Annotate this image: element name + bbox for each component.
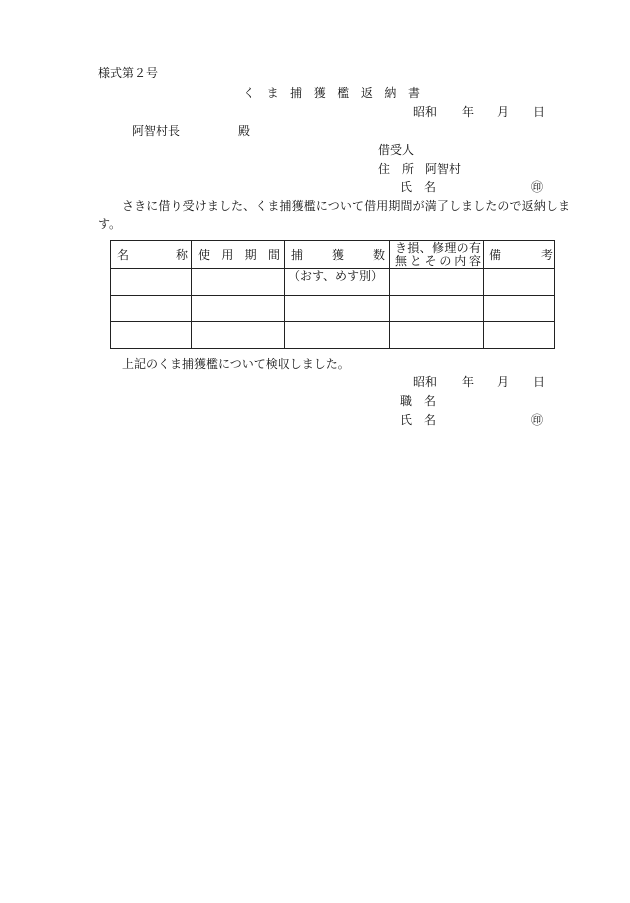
header-remarks-label <box>489 249 553 261</box>
return-date-month: 月 <box>497 105 510 119</box>
table-row <box>111 269 555 296</box>
table-header-row <box>111 241 555 269</box>
return-date-day: 日 <box>533 105 546 119</box>
header-damage-label-line2 <box>395 255 481 268</box>
form-number: 様式第２号 <box>98 66 159 80</box>
table-cell <box>390 322 484 349</box>
label-character: そ <box>424 253 437 268</box>
table-cell <box>192 296 285 322</box>
inspection-date-month: 月 <box>497 375 510 389</box>
label-character: 名 <box>117 247 130 262</box>
label-character: 、 <box>419 240 432 255</box>
label-character: 捕 <box>290 86 303 100</box>
label-character: と <box>409 253 422 268</box>
header-cell-count <box>285 241 390 269</box>
table-cell <box>192 269 285 296</box>
label-character: 名 <box>423 394 436 408</box>
table-cell <box>390 296 484 322</box>
inspection-date-day: 日 <box>533 375 546 389</box>
table-row <box>111 322 555 349</box>
label-character: 使 <box>198 247 211 262</box>
label-character: 理 <box>444 240 457 255</box>
label-character: の <box>439 253 452 268</box>
label-character: 納 <box>384 86 397 100</box>
count-note-cell <box>285 269 390 296</box>
header-name-label <box>117 249 188 261</box>
label-character: 名 <box>423 180 436 194</box>
table-cell <box>192 322 285 349</box>
label-character: 間 <box>267 247 280 262</box>
borrower-address-value: 阿智村 <box>425 162 462 176</box>
borrower-name-label <box>400 181 436 193</box>
inspection-date-year: 年 <box>462 375 475 389</box>
label-character: 有 <box>468 240 481 255</box>
label-character: 住 <box>378 162 391 176</box>
header-cell-remarks <box>484 241 555 269</box>
header-cell-period <box>192 241 285 269</box>
body-text: さきに借り受けました、くま捕獲檻について借用期間が満了しましたので返納します。 <box>98 199 570 231</box>
document-title <box>243 87 420 99</box>
label-character: 損 <box>407 240 420 255</box>
inspector-name-label <box>400 414 436 426</box>
borrower-address-label <box>378 163 414 175</box>
addressee-honorific: 殿 <box>238 124 251 138</box>
label-character: 獲 <box>313 86 326 100</box>
count-note: （おす、めす別） <box>288 269 384 283</box>
label-character: 無 <box>395 253 408 268</box>
label-character: く <box>243 86 256 100</box>
table-cell <box>285 296 390 322</box>
label-character: 所 <box>401 162 414 176</box>
return-table <box>110 240 555 349</box>
header-period-label <box>198 249 280 261</box>
table-cell <box>484 296 555 322</box>
label-character: 備 <box>489 247 502 262</box>
borrower-heading: 借受人 <box>378 143 415 157</box>
table-cell <box>111 296 192 322</box>
table-cell <box>390 269 484 296</box>
header-damage-label-line1 <box>395 242 481 255</box>
table-cell <box>484 269 555 296</box>
label-character: 職 <box>400 394 413 408</box>
table-cell <box>111 322 192 349</box>
label-character: 用 <box>221 247 234 262</box>
label-character: 修 <box>431 240 444 255</box>
label-character: 数 <box>372 247 385 262</box>
table-cell <box>484 322 555 349</box>
label-character: 考 <box>540 247 553 262</box>
table-cell <box>111 269 192 296</box>
inspection-date-era: 昭和 <box>413 375 438 389</box>
header-cell-name <box>111 241 192 269</box>
inspector-seal-mark: ㊞ <box>531 413 544 427</box>
label-character: 名 <box>423 413 436 427</box>
label-character: 檻 <box>337 86 350 100</box>
label-character: 容 <box>468 253 481 268</box>
label-character: 称 <box>175 247 188 262</box>
label-character: 捕 <box>291 247 304 262</box>
header-cell-damage <box>390 241 484 269</box>
label-character: 氏 <box>400 413 413 427</box>
label-character: ま <box>266 86 279 100</box>
label-character: 獲 <box>331 247 344 262</box>
label-character: 返 <box>360 86 373 100</box>
label-character: の <box>456 240 469 255</box>
label-character: き <box>395 240 408 255</box>
header-count-label <box>291 249 385 261</box>
inspection-text: 上記のくま捕獲檻について検収しました。 <box>122 357 350 371</box>
return-date-era: 昭和 <box>413 105 438 119</box>
label-character: 書 <box>407 86 420 100</box>
inspector-position-label <box>400 395 436 407</box>
return-date-year: 年 <box>462 105 475 119</box>
label-character: 内 <box>454 253 467 268</box>
label-character: 期 <box>244 247 257 262</box>
table-row <box>111 296 555 322</box>
addressee-name: 阿智村長 <box>132 124 181 138</box>
label-character: 氏 <box>400 180 413 194</box>
borrower-seal-mark: ㊞ <box>531 180 544 194</box>
table-cell <box>285 322 390 349</box>
